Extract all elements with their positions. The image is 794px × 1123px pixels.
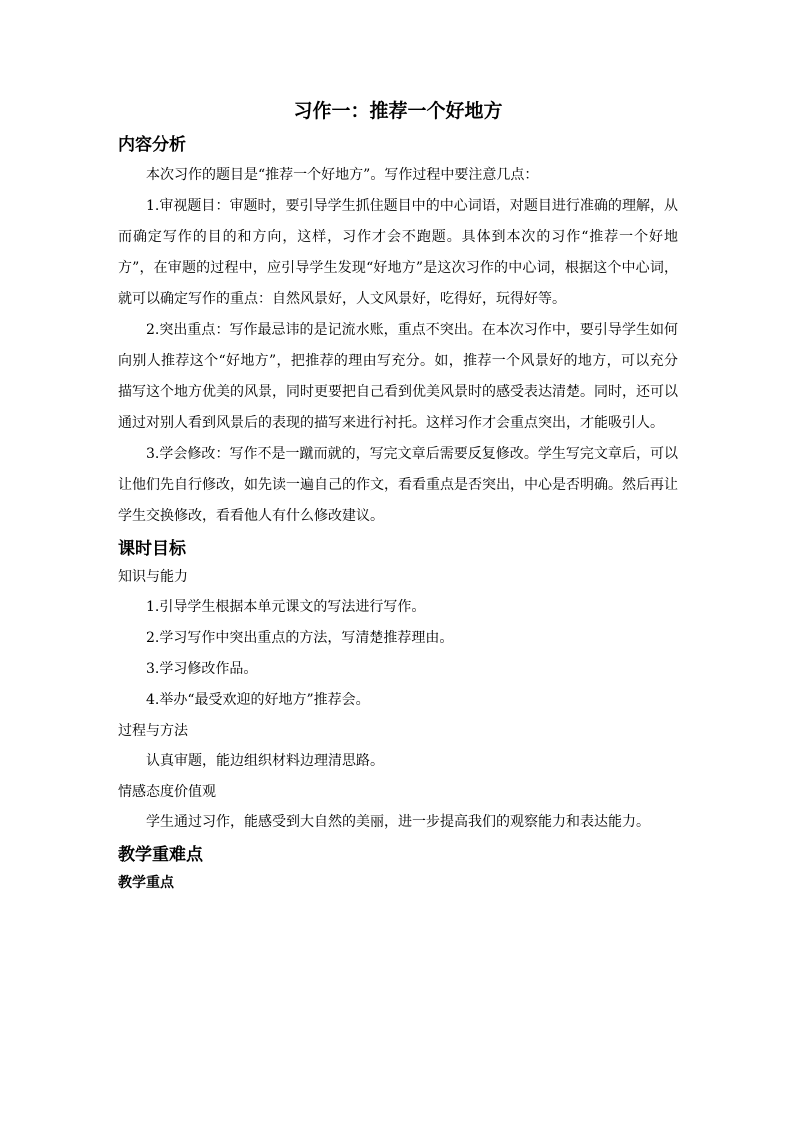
- paragraph-point-2: 2.突出重点：写作最忌讳的是记流水账，重点不突出。在本次习作中，要引导学生如何向别人推荐这个“好地方”，把推荐的理由写充分。如，推荐一个风景好的地方，可以充分描写这个地方优美的风景，同时更要把自己看到优美风景时的感受表达清楚。同时，还可以通过对别人看到风景后的表现的描写来进行衬托。这样习作才会重点突出，才能吸引人。: [118, 322, 678, 431]
- paragraph-intro: 本次习作的题目是“推荐一个好地方”。写作过程中要注意几点：: [146, 167, 539, 183]
- objective-item: 4.举办“最受欢迎的好地方”推荐会。: [146, 692, 370, 708]
- heading-content-analysis: 内容分析: [118, 135, 186, 155]
- objective-item: 2.学习写作中突出重点的方法，写清楚推荐理由。: [146, 630, 454, 646]
- subheading-knowledge: 知识与能力: [118, 569, 188, 585]
- document-title: 习作一：推荐一个好地方: [293, 100, 503, 122]
- heading-key-points: 教学重难点: [118, 845, 203, 865]
- heading-objectives: 课时目标: [118, 539, 186, 559]
- document-content: [118, 96, 678, 898]
- objective-item: 1.引导学生根据本单元课文的写法进行写作。: [146, 599, 426, 615]
- paragraph-point-3: 3.学会修改：写作不是一蹴而就的，写完文章后需要反复修改。学生写完文章后，可以让他们先自行修改，如先读一遍自己的作文，看看重点是否突出，中心是否明确。然后再让学生交换修改，看看他人有什么修改建议。: [118, 446, 678, 524]
- paragraph-attitude: 学生通过习作，能感受到大自然的美丽，进一步提高我们的观察能力和表达能力。: [146, 814, 650, 830]
- subheading-process: 过程与方法: [118, 723, 188, 739]
- subheading-attitude: 情感态度价值观: [118, 784, 216, 800]
- paragraph-process: 认真审题，能边组织材料边理清思路。: [146, 753, 384, 769]
- subheading-key-point: 教学重点: [118, 875, 174, 891]
- paragraph-point-1: 1.审视题目：审题时，要引导学生抓住题目中的中心词语，对题目进行准确的理解，从而确定写作的目的和方向，这样，习作才会不跑题。具体到本次的习作“推荐一个好地方”，在审题的过程中，应引导学生发现“好地方”是这次习作的中心词，根据这个中心词，就可以确定写作的重点：自然风景好，人文风景好，吃得好，玩得好等。: [118, 198, 678, 307]
- objective-item: 3.学习修改作品。: [146, 661, 258, 677]
